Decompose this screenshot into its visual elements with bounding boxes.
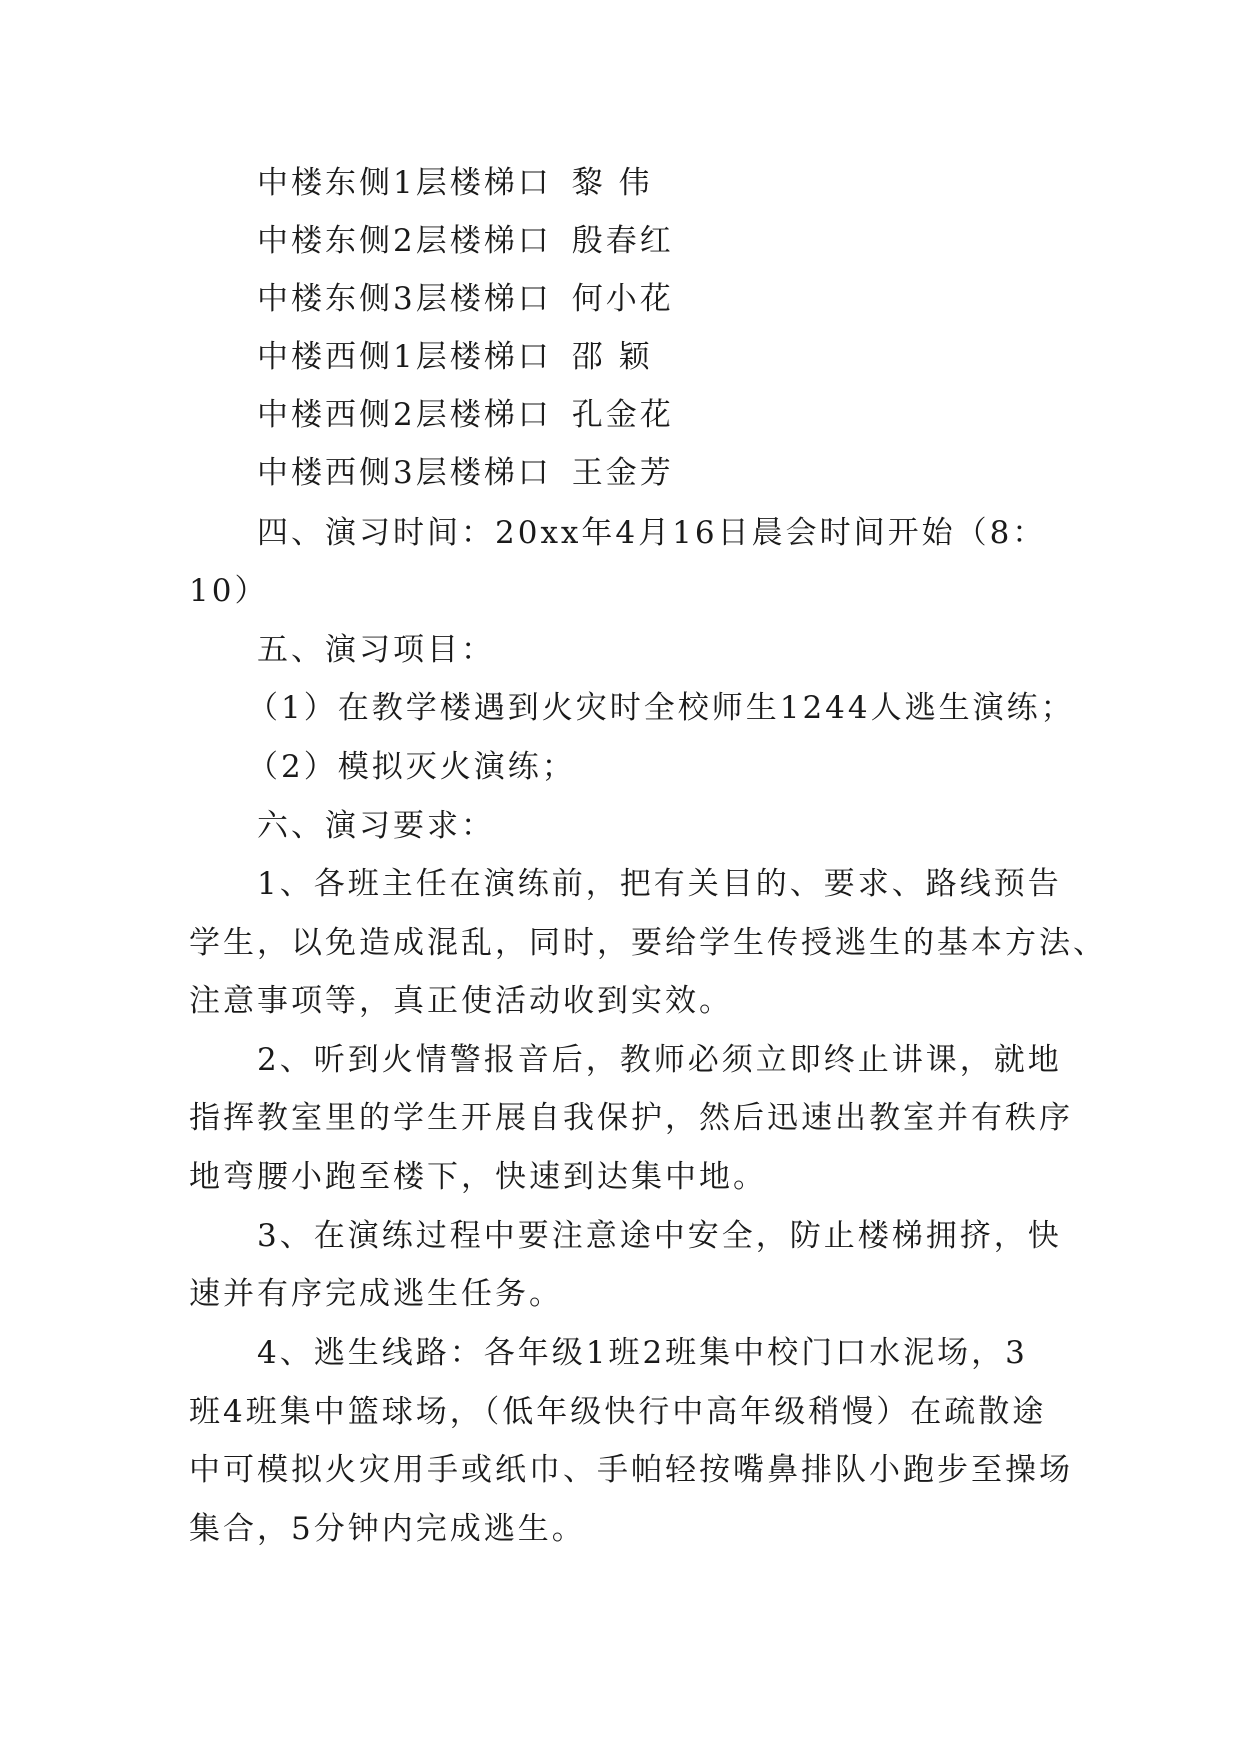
duty-person: 何小花 xyxy=(571,281,674,317)
requirement-line: 中可模拟火灾用手或纸巾、手帕轻按嘴鼻排队小跑步至操场 xyxy=(189,1452,1073,1488)
duty-row xyxy=(257,163,653,203)
duty-row xyxy=(257,279,674,319)
duty-location: 中楼东侧1层楼梯口 xyxy=(257,165,552,201)
duty-row xyxy=(257,395,674,435)
drill-time-continuation: 10） xyxy=(189,573,269,609)
duty-location: 中楼西侧2层楼梯口 xyxy=(257,397,552,433)
duty-row xyxy=(257,453,674,493)
requirement-line: 指挥教室里的学生开展自我保护，然后迅速出教室并有秩序 xyxy=(189,1100,1073,1136)
duty-location: 中楼西侧1层楼梯口 xyxy=(257,339,552,375)
drill-item: （2）模拟灭火演练； xyxy=(247,749,576,785)
requirement-line: 班4班集中篮球场，（低年级快行中高年级稍慢）在疏散途 xyxy=(189,1394,1047,1430)
duty-person: 孔金花 xyxy=(571,397,674,433)
duty-location: 中楼东侧3层楼梯口 xyxy=(257,281,552,317)
requirement-line: 注意事项等，真正使活动收到实效。 xyxy=(189,983,733,1019)
drill-item: （1）在教学楼遇到火灾时全校师生1244人逃生演练； xyxy=(247,690,1075,726)
duty-person: 王金芳 xyxy=(571,455,674,491)
duty-person: 邵 颖 xyxy=(571,339,653,375)
requirement-line: 2、听到火情警报音后，教师必须立即终止讲课，就地 xyxy=(257,1042,1062,1078)
duty-person: 殷春红 xyxy=(571,223,674,259)
requirement-line: 速并有序完成逃生任务。 xyxy=(189,1276,563,1312)
duty-row xyxy=(257,337,653,377)
requirement-line: 4、逃生线路：各年级1班2班集中校门口水泥场，3 xyxy=(257,1335,1028,1371)
drill-time-line: 四、演习时间：20xx年4月16日晨会时间开始（8： xyxy=(257,515,1047,551)
requirement-line: 地弯腰小跑至楼下，快速到达集中地。 xyxy=(189,1159,767,1195)
requirement-line: 学生，以免造成混乱，同时，要给学生传授逃生的基本方法、 xyxy=(189,925,1107,961)
requirement-line: 3、在演练过程中要注意途中安全，防止楼梯拥挤，快 xyxy=(257,1218,1062,1254)
requirement-line: 集合，5分钟内完成逃生。 xyxy=(189,1511,586,1547)
section-heading-requirements: 六、演习要求： xyxy=(257,808,495,844)
duty-location: 中楼东侧2层楼梯口 xyxy=(257,223,552,259)
duty-row xyxy=(257,221,674,261)
section-heading-items: 五、演习项目： xyxy=(257,632,495,668)
duty-location: 中楼西侧3层楼梯口 xyxy=(257,455,552,491)
duty-person: 黎 伟 xyxy=(571,165,653,201)
requirement-line: 1、各班主任在演练前，把有关目的、要求、路线预告 xyxy=(257,866,1062,902)
